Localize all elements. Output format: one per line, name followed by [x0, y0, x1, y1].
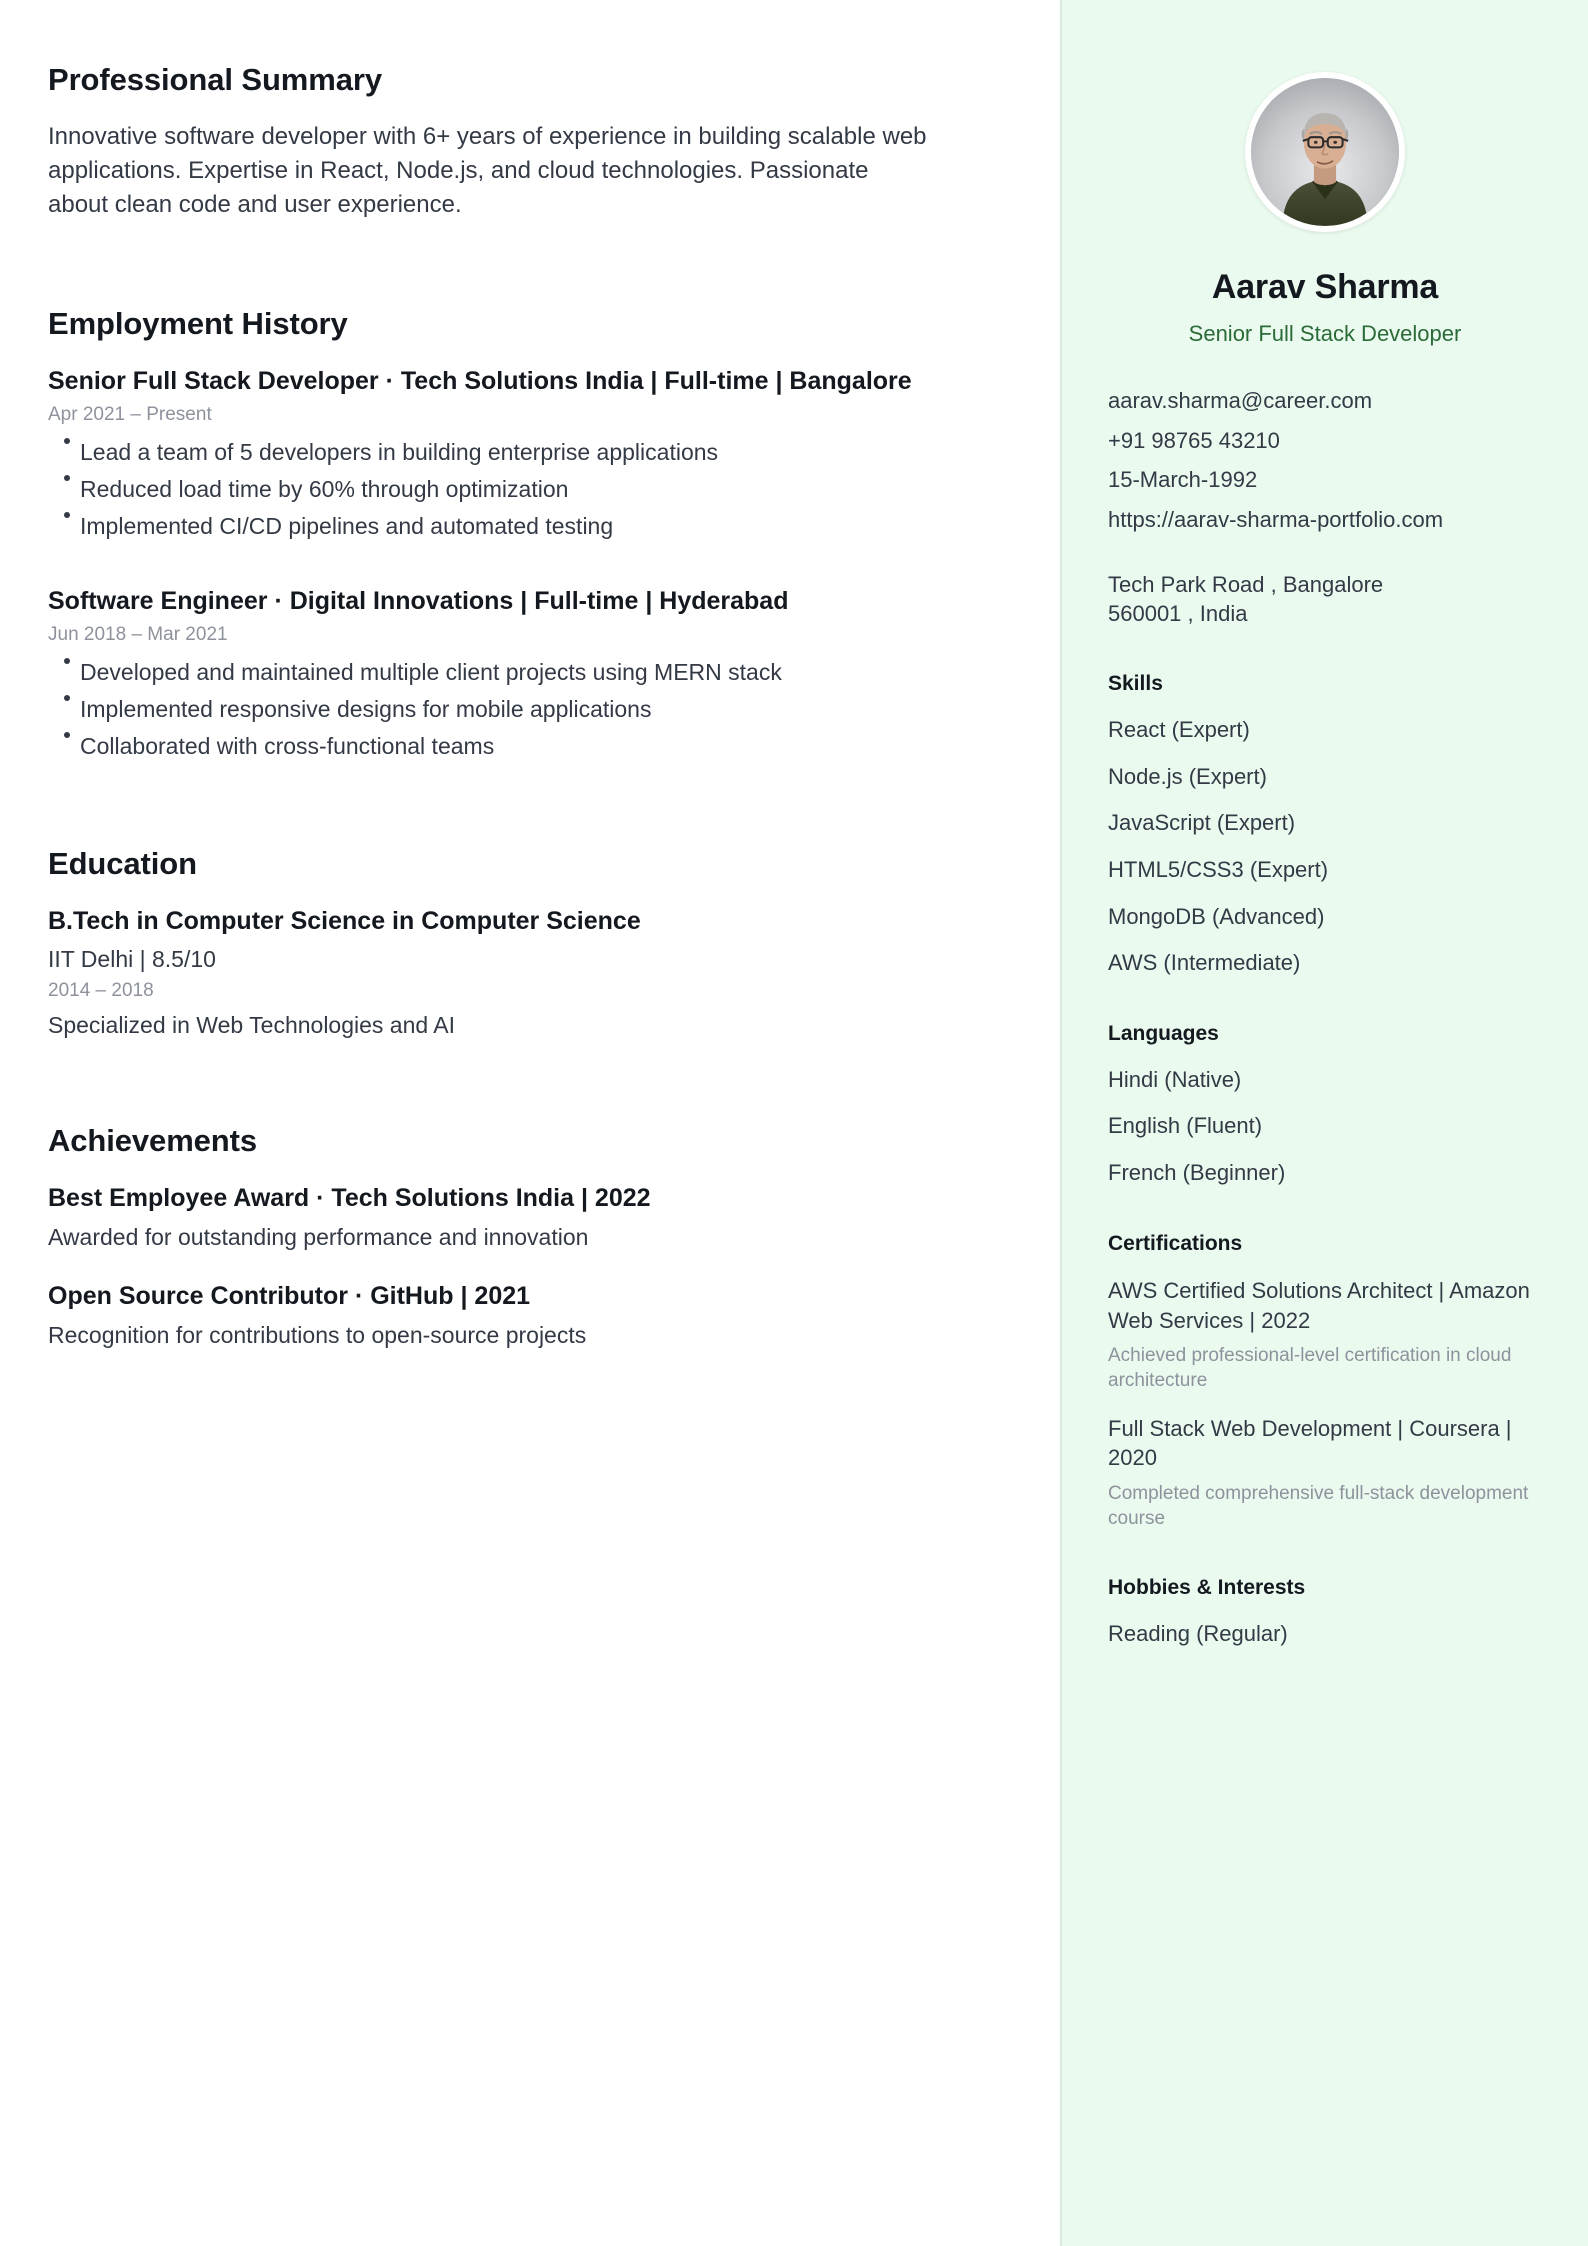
contact-block — [1108, 385, 1542, 536]
education-entry — [48, 904, 1000, 1039]
professional-summary-text: Innovative software developer with 6+ years of experience in building scalable web applications. Expertise in React, Node.js, and cloud technologies. Passionate about clean code and user experience. — [48, 123, 927, 219]
language-item: Hindi (Native) — [1108, 1066, 1242, 1092]
skill-item: Node.js (Expert) — [1108, 763, 1267, 789]
skill-item: AWS (Intermediate) — [1108, 950, 1301, 976]
certification-description: Achieved professional-level certification in cloud architecture — [1108, 1345, 1512, 1392]
language-item: English (Fluent) — [1108, 1113, 1263, 1139]
address-line-1: Tech Park Road , Bangalore — [1108, 572, 1384, 598]
job-title: Senior Full Stack Developer · Tech Solutions India | Full-time | Bangalore — [48, 367, 912, 396]
job-bullet-list — [48, 436, 1000, 542]
job-dates: Apr 2021 – Present — [48, 404, 212, 426]
education-note: Specialized in Web Technologies and AI — [48, 1012, 456, 1039]
contact-email[interactable]: aarav.sharma@career.com — [1108, 388, 1373, 413]
employment-history-title: Employment History — [48, 306, 348, 342]
contact-website[interactable]: https://aarav-sharma-portfolio.com — [1108, 506, 1444, 532]
job-bullet: Reduced load time by 60% through optimization — [48, 473, 1000, 506]
sidebar-section-certifications — [1108, 1232, 1542, 1532]
job-bullet: Lead a team of 5 developers in building enterprise applications — [48, 436, 1000, 469]
spacer — [48, 550, 1000, 584]
address-line-2: 560001 , India — [1108, 601, 1248, 627]
section-professional-summary — [48, 62, 1000, 222]
language-item: French (Beginner) — [1108, 1160, 1286, 1185]
section-employment-history — [48, 306, 1000, 762]
person-role: Senior Full Stack Developer — [1188, 321, 1462, 346]
certifications-heading: Certifications — [1108, 1231, 1243, 1255]
avatar — [1245, 72, 1405, 232]
education-title: Education — [48, 846, 197, 882]
certification-name: Full Stack Web Development | Coursera | 2020 — [1108, 1415, 1512, 1471]
education-school: IIT Delhi | 8.5/10 — [48, 946, 216, 973]
achievement-entry — [48, 1181, 1000, 1251]
job-bullet: Implemented CI/CD pipelines and automated testing — [48, 510, 1000, 543]
spacer — [48, 772, 1000, 846]
avatar-container — [1108, 72, 1542, 232]
contact-birthdate: 15-March-1992 — [1108, 467, 1258, 493]
skill-item: HTML5/CSS3 (Expert) — [1108, 857, 1329, 883]
achievement-title: Best Employee Award · Tech Solutions India | 2022 — [48, 1184, 651, 1213]
person-name: Aarav Sharma — [1211, 268, 1439, 306]
job-bullet: Collaborated with cross-functional teams — [48, 730, 1000, 763]
employment-entry — [48, 584, 1000, 762]
achievement-description: Awarded for outstanding performance and innovation — [48, 1224, 589, 1251]
job-bullet: Developed and maintained multiple client projects using MERN stack — [48, 656, 1000, 689]
contact-phone[interactable]: +91 98765 43210 — [1108, 427, 1280, 453]
certification-entry — [1108, 1414, 1542, 1532]
certification-entry — [1108, 1276, 1542, 1394]
sidebar — [1060, 0, 1588, 2246]
skill-item: JavaScript (Expert) — [1108, 810, 1296, 836]
address-block — [1108, 570, 1542, 628]
skills-heading: Skills — [1108, 672, 1163, 696]
spacer — [48, 1049, 1000, 1123]
education-years: 2014 – 2018 — [48, 980, 154, 1002]
sidebar-section-skills — [1108, 672, 1542, 978]
achievement-title: Open Source Contributor · GitHub | 2021 — [48, 1282, 531, 1311]
achievement-description: Recognition for contributions to open-source projects — [48, 1322, 587, 1349]
professional-summary-title: Professional Summary — [48, 62, 382, 97]
hobby-item: Reading (Regular) — [1108, 1620, 1288, 1646]
job-bullet: Implemented responsive designs for mobile applications — [48, 693, 1000, 726]
spacer — [48, 232, 1000, 306]
profile-photo-icon — [1251, 78, 1399, 226]
sidebar-section-languages — [1108, 1022, 1542, 1188]
skill-item: MongoDB (Advanced) — [1108, 903, 1325, 929]
section-education — [48, 846, 1000, 1039]
job-title: Software Engineer · Digital Innovations | Full-time | Hyderabad — [48, 587, 789, 616]
hobbies-heading: Hobbies & Interests — [1108, 1575, 1306, 1599]
job-bullet-list — [48, 656, 1000, 762]
certification-description: Completed comprehensive full-stack development course — [1108, 1483, 1529, 1530]
section-achievements — [48, 1123, 1000, 1349]
sidebar-section-hobbies — [1108, 1576, 1542, 1649]
employment-entry — [48, 364, 1000, 542]
job-dates: Jun 2018 – Mar 2021 — [48, 624, 228, 646]
education-degree: B.Tech in Computer Science in Computer Science — [48, 907, 641, 936]
languages-heading: Languages — [1108, 1021, 1219, 1045]
skill-item: React (Expert) — [1108, 717, 1250, 743]
certification-name: AWS Certified Solutions Architect | Amazon Web Services | 2022 — [1108, 1277, 1530, 1333]
achievement-entry — [48, 1279, 1000, 1349]
achievements-title: Achievements — [48, 1123, 258, 1159]
